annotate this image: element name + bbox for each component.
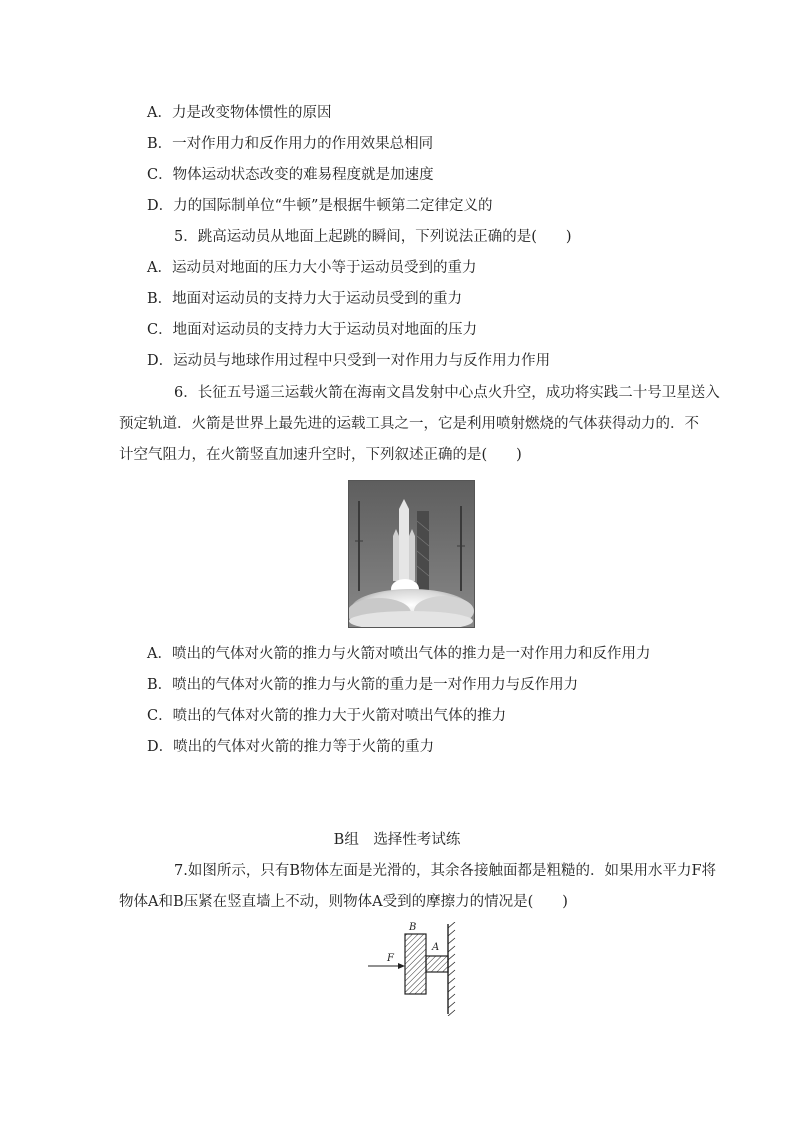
q6-stem-line3: 计空气阻力，在火箭竖直加速升空时，下列叙述正确的是( ) (119, 447, 522, 463)
section-heading: B组 选择性考试练 (333, 832, 461, 848)
q6-option-c: C．喷出的气体对火箭的推力大于火箭对喷出气体的推力 (147, 708, 507, 724)
q5-option-d: D．运动员与地球作用过程中只受到一对作用力与反作用力作用 (147, 353, 551, 369)
force-diagram (362, 922, 462, 1016)
q6-stem-line2: 预定轨道．火箭是世界上最先进的运载工具之一，它是利用喷射燃烧的气体获得动力的．不 (119, 416, 699, 432)
q5-option-a: A．运动员对地面的压力大小等于运动员受到的重力 (147, 260, 477, 276)
q4-option-b: B．一对作用力和反作用力的作用效果总相同 (147, 136, 434, 152)
rocket-launch-photo (348, 480, 475, 628)
label-b: B (409, 922, 417, 933)
q4-option-a: A．力是改变物体惯性的原因 (147, 105, 332, 121)
q6-option-d: D．喷出的气体对火箭的推力等于火箭的重力 (147, 739, 435, 755)
label-a: A (432, 942, 440, 953)
q4-option-c: C．物体运动状态改变的难易程度就是加速度 (147, 167, 434, 183)
q5-option-b: B．地面对运动员的支持力大于运动员受到的重力 (147, 291, 463, 307)
q6-stem-line1: 6．长征五号遥三运载火箭在海南文昌发射中心点火升空，成功将实践二十号卫星送入 (174, 385, 720, 401)
q4-option-d: D．力的国际制单位“牛顿”是根据牛顿第二定律定义的 (147, 198, 493, 214)
q6-option-b: B．喷出的气体对火箭的推力与火箭的重力是一对作用力与反作用力 (147, 677, 579, 693)
q5-option-c: C．地面对运动员的支持力大于运动员对地面的压力 (147, 322, 478, 338)
q7-stem-line1: 7.如图所示，只有B物体左面是光滑的，其余各接触面都是粗糙的．如果用水平力F将 (174, 863, 717, 879)
q6-option-a: A．喷出的气体对火箭的推力与火箭对喷出气体的推力是一对作用力和反作用力 (147, 646, 651, 662)
label-f: F (387, 953, 394, 964)
q5-stem: 5．跳高运动员从地面上起跳的瞬间，下列说法正确的是( ) (174, 229, 572, 245)
q7-stem-line2: 物体A和B压紧在竖直墙上不动，则物体A受到的摩擦力的情况是( ) (119, 894, 568, 910)
